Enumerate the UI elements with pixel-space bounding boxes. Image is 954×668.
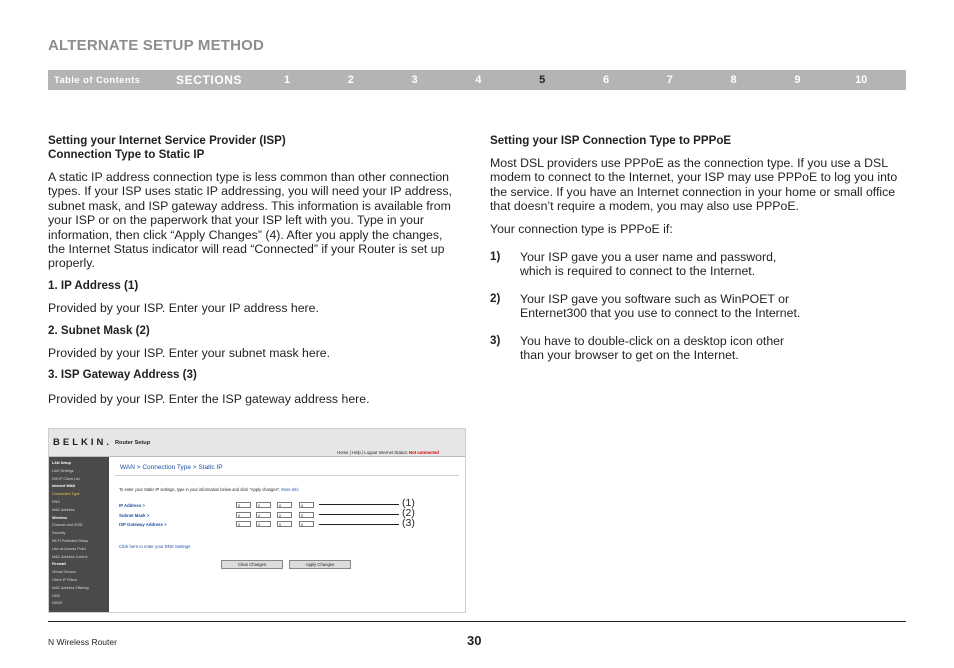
router-ip-octet-input[interactable]: 0 [256,512,271,518]
router-field-label: IP Address > [119,503,145,508]
router-setup-screenshot [48,428,466,613]
ip-address-item-title: 1. IP Address (1) [48,278,139,292]
callout-line [319,504,399,505]
callout-label: (1) [402,497,415,509]
subnet-mask-item-title: 2. Subnet Mask (2) [48,323,150,337]
gateway-item-title: 3. ISP Gateway Address (3) [48,368,197,382]
router-ip-octet-input[interactable]: 0 [299,502,314,508]
callout-label: (2) [402,507,415,519]
router-sidebar-item[interactable]: Channel and SSID [52,523,83,528]
static-ip-heading: Setting your Internet Service Provider (ISP) Connection Type to Static IP [48,134,286,161]
section-link-4[interactable]: 4 [475,74,482,86]
pppoe-lead: Your connection type is PPPoE if: [490,221,673,236]
section-link-1[interactable]: 1 [283,74,291,86]
callout-line [319,514,399,515]
section-link-2[interactable]: 2 [347,74,354,86]
section-link-5[interactable]: 5 [539,74,546,86]
router-header [49,429,465,457]
pppoe-heading: Setting your ISP Connection Type to PPPoE [490,134,732,147]
ip-address-item-desc: Provided by your ISP. Enter your IP address here. [48,301,319,316]
router-sidebar [49,457,109,612]
router-ip-octet-input[interactable]: 0 [277,512,292,518]
router-sidebar-item[interactable]: Internet WAN [52,484,76,489]
dns-settings-link[interactable]: Click here to enter your DNS Settings [119,544,191,549]
more-info-link[interactable]: More Info [281,487,299,492]
section-link-10[interactable]: 10 [855,74,868,86]
router-divider [115,475,459,476]
router-top-links: Home | Help | Logout Internet Status: Not connected [337,450,439,455]
section-link-6[interactable]: 6 [602,74,610,86]
router-sidebar-item[interactable]: Wi-Fi Protected Setup [52,539,89,543]
right-column [490,134,910,362]
router-sidebar-item[interactable]: MAC Address Control [52,554,88,559]
router-sidebar-item[interactable]: LAN Setup [52,461,71,465]
router-ip-octet-input[interactable]: 0 [256,502,271,508]
router-sidebar-item[interactable]: MAC Address Filtering [52,585,89,590]
static-ip-intro: A static IP address connection type is less common than other connection types. If your ISP uses static IP addressing, you will need your IP address, subnet mask, and ISP gateway address. This information is available from your ISP or on the paperwork that your ISP left with you. Type in your information, then click “Apply Changes” (4). After you apply the changes, the Internet Status indicator will read “Connected” if your Router is set up properly. [48,170,452,271]
sections-label: SECTIONS [176,73,243,87]
table-of-contents-link[interactable]: Table of Contents [54,75,141,86]
router-sidebar-item[interactable]: Wireless [52,515,68,520]
router-sidebar-item[interactable]: Virtual Servers [52,570,77,575]
footer-product-name: N Wireless Router [48,637,117,647]
left-column [48,134,453,406]
pppoe-condition-2: 2) Your ISP gave you software such as WinPOET or Enternet300 that you use to connect to the Internet. [490,291,801,321]
subnet-mask-item-desc: Provided by your ISP. Enter your subnet mask here. [48,346,331,361]
section-link-8[interactable]: 8 [730,74,737,86]
router-sidebar-item[interactable]: DNS [52,500,60,504]
gateway-item-desc: Provided by your ISP. Enter the ISP gateway address here. [48,391,370,406]
router-ip-octet-input[interactable]: 0 [277,521,292,527]
section-link-7[interactable]: 7 [666,74,673,86]
router-sidebar-item[interactable]: MAC Address [52,507,75,512]
internet-status-value: Not connected [409,450,439,455]
router-field-label: ISP Gateway Address > [119,522,167,527]
pppoe-intro: Most DSL providers use PPPoE as the connection type. If you use a DSL modem to connect to the Internet, your ISP may use PPPoE to log you into the service. If you have an Internet connection in your home or small office that doesn’t require a modem, you may also use PPPoE. [490,156,898,214]
router-sidebar-item[interactable]: Client IP Filters [52,578,77,582]
router-setup-title: Router Setup [115,440,151,446]
clear-changes-button[interactable]: Clear Changes [221,560,283,569]
router-ip-octet-input[interactable]: 0 [299,512,314,518]
router-sidebar-item[interactable]: DHCP Client List [52,476,80,481]
router-ip-octet-input[interactable]: 0 [277,502,292,508]
router-ip-octet-input[interactable]: 0 [256,521,271,527]
callout-line [319,524,399,525]
router-sidebar-item[interactable]: Firewall [52,562,66,567]
router-ip-octet-input[interactable]: 0 [236,512,251,518]
belkin-logo: BELKIN. [53,437,112,448]
pppoe-condition-1: 1) Your ISP gave you a user name and password, which is required to connect to the Internet. [490,250,777,279]
apply-changes-button[interactable]: Apply Changes [289,560,351,569]
page-header-title: ALTERNATE SETUP METHOD [48,37,265,54]
section-nav-bar [48,70,906,90]
router-ip-octet-input[interactable]: 0 [299,521,314,527]
router-sidebar-item[interactable]: LAN Settings [52,468,74,473]
router-breadcrumb: WAN > Connection Type > Static IP [120,464,223,471]
pppoe-condition-3: 3) You have to double-click on a desktop icon other than your browser to get on the Internet. [490,333,785,363]
router-intro-text: To enter your Static IP settings, type in your information below and click "Apply changes". More Info [119,487,299,492]
section-link-9[interactable]: 9 [794,74,801,86]
section-link-3[interactable]: 3 [411,74,418,86]
router-sidebar-item[interactable]: DDNS [52,601,63,606]
router-sidebar-item[interactable]: DMZ [52,593,60,598]
router-sidebar-item[interactable]: Connection Type [52,492,80,497]
page-number: 30 [467,633,482,648]
callout-label: (3) [402,517,415,529]
router-sidebar-item[interactable]: Use as Access Point [52,546,86,551]
footer-rule [48,621,906,622]
router-ip-octet-input[interactable]: 0 [236,521,251,527]
router-sidebar-item[interactable]: Security [52,531,66,536]
router-ip-octet-input[interactable]: 0 [236,502,251,508]
router-field-label: Subnet Mask > [119,513,150,518]
